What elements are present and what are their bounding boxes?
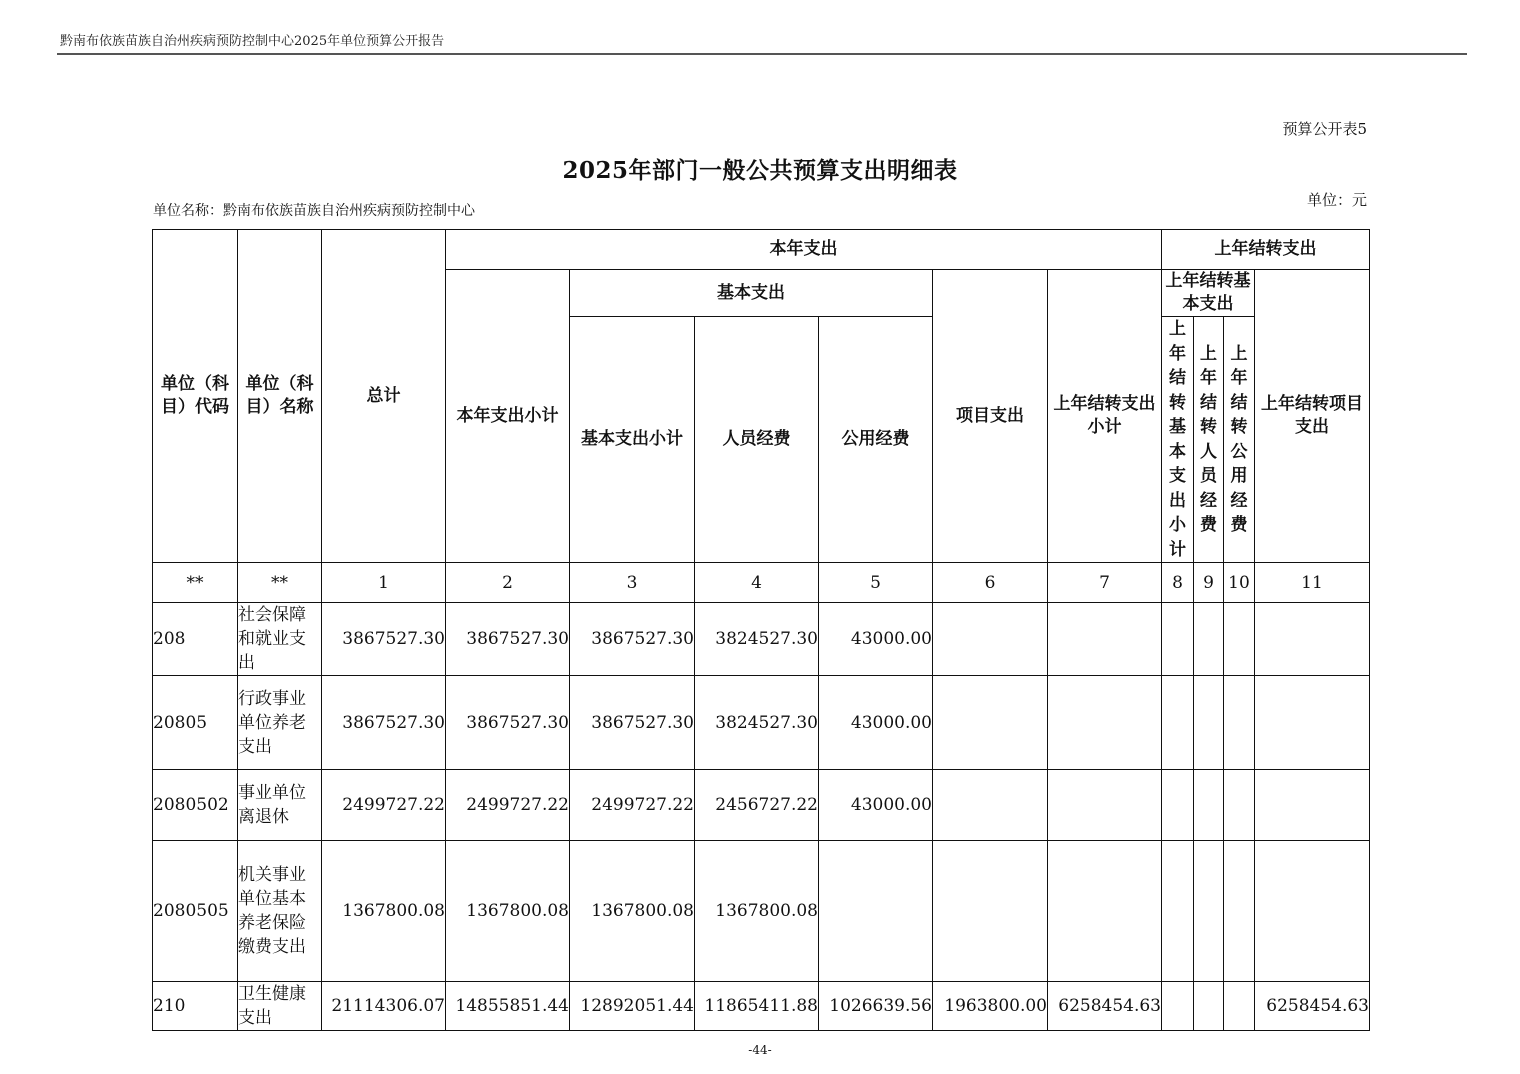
cell-project: 1963800.00 bbox=[933, 982, 1048, 1031]
cell-current-subtotal: 1367800.08 bbox=[446, 841, 570, 982]
cell-personnel: 2456727.22 bbox=[695, 770, 819, 841]
row-code: 20805 bbox=[153, 676, 238, 770]
table-row bbox=[153, 603, 1370, 676]
cell-personnel: 1367800.08 bbox=[695, 841, 819, 982]
row-code: 2080502 bbox=[153, 770, 238, 841]
cell-public: 43000.00 bbox=[819, 770, 933, 841]
header-basic-subtotal: 基本支出小计 bbox=[570, 317, 695, 563]
header-name: 单位（科目）名称 bbox=[238, 230, 322, 563]
cell-public: 1026639.56 bbox=[819, 982, 933, 1031]
cell-prior-public bbox=[1224, 676, 1255, 770]
page-title: 2025年部门一般公共预算支出明细表 bbox=[562, 157, 958, 184]
cell-prior-subtotal bbox=[1048, 603, 1162, 676]
unit-name-value: 黔南布依族苗族自治州疾病预防控制中心 bbox=[223, 203, 475, 219]
header-prior-subtotal: 上年结转支出小计 bbox=[1048, 270, 1162, 563]
cell-current-subtotal: 3867527.30 bbox=[446, 676, 570, 770]
header-prior-public-text: 上年结转公用经费 bbox=[1230, 343, 1248, 535]
column-number: 6 bbox=[933, 563, 1048, 603]
cell-project bbox=[933, 770, 1048, 841]
column-number: 3 bbox=[570, 563, 695, 603]
header-rule bbox=[57, 53, 1467, 55]
cell-prior-personnel bbox=[1194, 982, 1224, 1031]
currency-unit: 单位：元 bbox=[1306, 191, 1367, 209]
column-number: 10 bbox=[1224, 563, 1255, 603]
cell-current-subtotal: 2499727.22 bbox=[446, 770, 570, 841]
cell-basic-subtotal: 3867527.30 bbox=[570, 676, 695, 770]
column-number: 9 bbox=[1194, 563, 1224, 603]
table-row bbox=[153, 982, 1370, 1031]
cell-prior-basic-subtotal bbox=[1162, 770, 1194, 841]
cell-prior-public bbox=[1224, 770, 1255, 841]
header-prior-personnel bbox=[1194, 317, 1224, 563]
table-row bbox=[153, 841, 1370, 982]
header-prior-personnel-text: 上年结转人员经费 bbox=[1200, 343, 1217, 535]
header-total: 总计 bbox=[322, 230, 446, 563]
header-current-year: 本年支出 bbox=[446, 230, 1162, 270]
cell-personnel: 3824527.30 bbox=[695, 676, 819, 770]
header-prior-basic-subtotal bbox=[1162, 317, 1194, 563]
cell-basic-subtotal: 2499727.22 bbox=[570, 770, 695, 841]
cell-project bbox=[933, 676, 1048, 770]
cell-total: 3867527.30 bbox=[322, 676, 446, 770]
column-number: 1 bbox=[322, 563, 446, 603]
cell-current-subtotal: 14855851.44 bbox=[446, 982, 570, 1031]
cell-prior-personnel bbox=[1194, 603, 1224, 676]
cell-basic-subtotal: 12892051.44 bbox=[570, 982, 695, 1031]
cell-personnel: 3824527.30 bbox=[695, 603, 819, 676]
row-code: 208 bbox=[153, 603, 238, 676]
header-public: 公用经费 bbox=[819, 317, 933, 563]
header-prior-basic: 上年结转基本支出 bbox=[1162, 270, 1255, 317]
cell-prior-personnel bbox=[1194, 841, 1224, 982]
cell-prior-personnel bbox=[1194, 676, 1224, 770]
row-name: 行政事业单位养老支出 bbox=[238, 676, 322, 770]
cell-public bbox=[819, 841, 933, 982]
table-row bbox=[153, 676, 1370, 770]
header-prior-public bbox=[1224, 317, 1255, 563]
cell-project bbox=[933, 603, 1048, 676]
cell-prior-subtotal bbox=[1048, 770, 1162, 841]
unit-name-line bbox=[153, 200, 475, 220]
cell-prior-subtotal bbox=[1048, 841, 1162, 982]
cell-prior-public bbox=[1224, 982, 1255, 1031]
column-number: 8 bbox=[1162, 563, 1194, 603]
cell-basic-subtotal: 1367800.08 bbox=[570, 841, 695, 982]
cell-current-subtotal: 3867527.30 bbox=[446, 603, 570, 676]
cell-prior-project bbox=[1255, 603, 1370, 676]
header-current-subtotal: 本年支出小计 bbox=[446, 270, 570, 563]
row-name: 社会保障和就业支出 bbox=[238, 603, 322, 676]
cell-public: 43000.00 bbox=[819, 676, 933, 770]
header-code: 单位（科目）代码 bbox=[153, 230, 238, 563]
column-number: 4 bbox=[695, 563, 819, 603]
row-code: 210 bbox=[153, 982, 238, 1031]
cell-prior-basic-subtotal bbox=[1162, 982, 1194, 1031]
cell-prior-public bbox=[1224, 841, 1255, 982]
page-number: -44- bbox=[748, 1043, 772, 1057]
header-project: 项目支出 bbox=[933, 270, 1048, 563]
column-number-row bbox=[153, 563, 1370, 603]
header-prior-carryover: 上年结转支出 bbox=[1162, 230, 1370, 270]
cell-prior-public bbox=[1224, 603, 1255, 676]
cell-basic-subtotal: 3867527.30 bbox=[570, 603, 695, 676]
cell-prior-project bbox=[1255, 676, 1370, 770]
cell-total: 2499727.22 bbox=[322, 770, 446, 841]
cell-total: 3867527.30 bbox=[322, 603, 446, 676]
column-number: 11 bbox=[1255, 563, 1370, 603]
cell-prior-project bbox=[1255, 841, 1370, 982]
form-number: 预算公开表5 bbox=[1282, 120, 1367, 138]
cell-total: 21114306.07 bbox=[322, 982, 446, 1031]
column-number: 7 bbox=[1048, 563, 1162, 603]
cell-project bbox=[933, 841, 1048, 982]
cell-prior-subtotal: 6258454.63 bbox=[1048, 982, 1162, 1031]
cell-total: 1367800.08 bbox=[322, 841, 446, 982]
unit-name-label: 单位名称： bbox=[153, 203, 223, 219]
cell-prior-project bbox=[1255, 770, 1370, 841]
row-name: 机关事业单位基本养老保险缴费支出 bbox=[238, 841, 322, 982]
header-prior-basic-subtotal-text: 上年结转基本支出小计 bbox=[1169, 319, 1186, 560]
header-personnel: 人员经费 bbox=[695, 317, 819, 563]
cell-prior-basic-subtotal bbox=[1162, 603, 1194, 676]
table-row bbox=[153, 770, 1370, 841]
header-prior-project: 上年结转项目支出 bbox=[1255, 270, 1370, 563]
budget-table bbox=[152, 229, 1370, 1031]
row-name: 事业单位离退休 bbox=[238, 770, 322, 841]
cell-prior-personnel bbox=[1194, 770, 1224, 841]
column-number: ** bbox=[153, 563, 238, 603]
column-number: ** bbox=[238, 563, 322, 603]
column-number: 2 bbox=[446, 563, 570, 603]
row-code: 2080505 bbox=[153, 841, 238, 982]
row-name: 卫生健康支出 bbox=[238, 982, 322, 1031]
running-header: 黔南布依族苗族自治州疾病预防控制中心2025年单位预算公开报告 bbox=[60, 34, 445, 49]
cell-prior-project: 6258454.63 bbox=[1255, 982, 1370, 1031]
cell-prior-basic-subtotal bbox=[1162, 841, 1194, 982]
cell-public: 43000.00 bbox=[819, 603, 933, 676]
header-basic: 基本支出 bbox=[570, 270, 933, 317]
cell-personnel: 11865411.88 bbox=[695, 982, 819, 1031]
column-number: 5 bbox=[819, 563, 933, 603]
cell-prior-subtotal bbox=[1048, 676, 1162, 770]
cell-prior-basic-subtotal bbox=[1162, 676, 1194, 770]
